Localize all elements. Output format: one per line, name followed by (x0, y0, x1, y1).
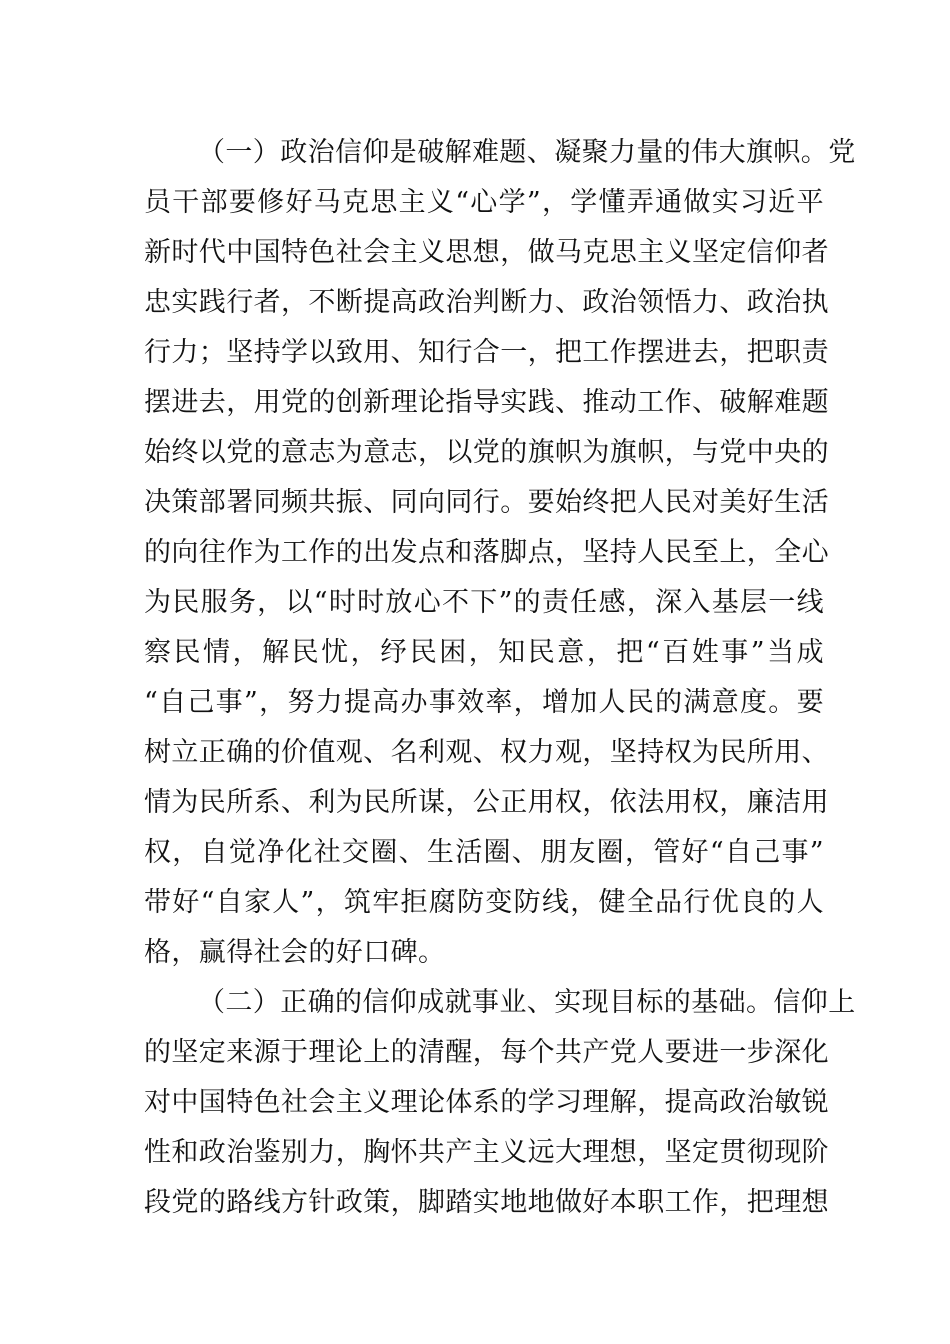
text-line: 权，自觉净化社交圈、生活圈、朋友圈，管好“自己事” (144, 837, 824, 868)
text-line: 行力；坚持学以致用、知行合一，把工作摆进去，把职责 (144, 337, 829, 368)
text-line: 的向往作为工作的出发点和落脚点，坚持人民至上，全心 (144, 537, 829, 568)
text-line: 始终以党的意志为意志，以党的旗帜为旗帜，与党中央的 (144, 437, 829, 468)
text-line: 忠实践行者，不断提高政治判断力、政治领悟力、政治执 (144, 287, 829, 318)
text-line: 性和政治鉴别力，胸怀共产主义远大理想，坚定贯彻现阶 (144, 1137, 829, 1168)
document-body (144, 128, 856, 1228)
text-line: 为民服务，以“时时放心不下”的责任感，深入基层一线 (144, 587, 824, 618)
text-line: 格，赢得社会的好口碑。 (144, 937, 446, 968)
text-line: “自己事”，努力提高办事效率，增加人民的满意度。要 (144, 687, 824, 718)
text-line: 带好“自家人”，筑牢拒腐防变防线，健全品行优良的人 (144, 887, 824, 918)
text-line: 树立正确的价值观、名利观、权力观，坚持权为民所用、 (144, 737, 829, 768)
paragraph-2 (144, 978, 856, 1228)
text-line: 情为民所系、利为民所谋，公正用权，依法用权，廉洁用 (144, 787, 829, 818)
text-line: 新时代中国特色社会主义思想，做马克思主义坚定信仰者 (144, 237, 829, 268)
text-line: 摆进去，用党的创新理论指导实践、推动工作、破解难题 (144, 387, 829, 418)
text-line: 对中国特色社会主义理论体系的学习理解，提高政治敏锐 (144, 1087, 829, 1118)
text-line: 的坚定来源于理论上的清醒，每个共产党人要进一步深化 (144, 1037, 829, 1068)
text-line: 段党的路线方针政策，脚踏实地地做好本职工作，把理想 (144, 1187, 829, 1218)
text-line: 决策部署同频共振、同向同行。要始终把人民对美好生活 (144, 487, 829, 518)
text-line: 员干部要修好马克思主义“心学”，学懂弄通做实习近平 (144, 187, 824, 218)
text-line: 察民情，解民忧，纾民困，知民意，把“百姓事”当成 (144, 637, 824, 668)
text-line: （二）正确的信仰成就事业、实现目标的基础。信仰上 (198, 987, 856, 1018)
text-line: （一）政治信仰是破解难题、凝聚力量的伟大旗帜。党 (198, 137, 856, 168)
paragraph-1 (144, 128, 856, 978)
